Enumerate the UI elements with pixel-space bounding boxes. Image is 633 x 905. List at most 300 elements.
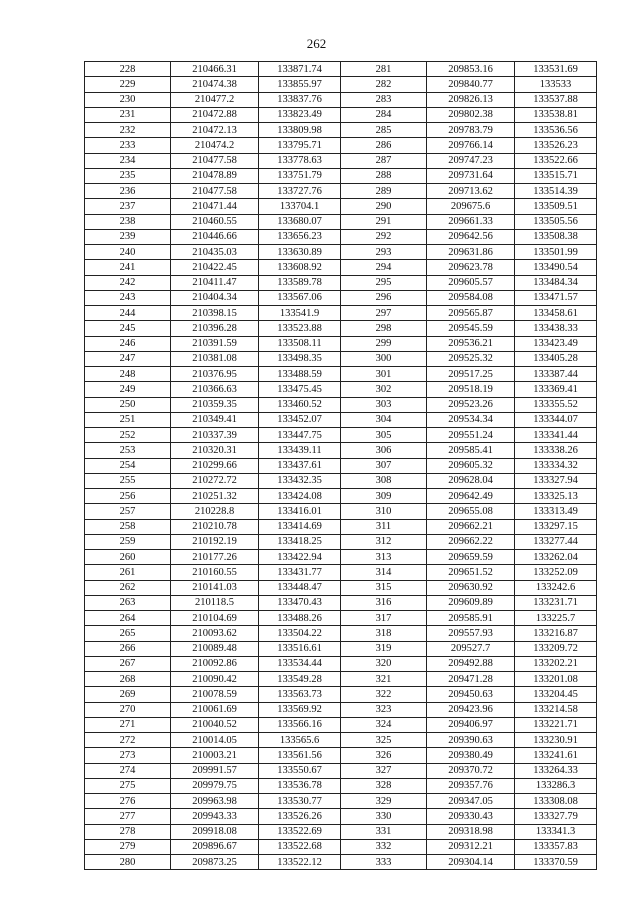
table-row	[85, 62, 597, 77]
right-x-coordinate: 209609.89	[427, 595, 515, 610]
table-row	[85, 595, 597, 610]
right-point-number: 315	[341, 580, 427, 595]
left-point-number: 262	[85, 580, 171, 595]
table-row	[85, 748, 597, 763]
left-x-coordinate: 209896.67	[171, 839, 259, 854]
left-x-coordinate: 209979.75	[171, 778, 259, 793]
table-row	[85, 153, 597, 168]
table-row	[85, 428, 597, 443]
left-y-coordinate: 133569.92	[259, 702, 341, 717]
left-point-number: 278	[85, 824, 171, 839]
right-point-number: 326	[341, 748, 427, 763]
left-y-coordinate: 133452.07	[259, 412, 341, 427]
right-point-number: 308	[341, 473, 427, 488]
right-y-coordinate: 133252.09	[515, 565, 597, 580]
right-y-coordinate: 133286.3	[515, 778, 597, 793]
right-point-number: 320	[341, 656, 427, 671]
left-y-coordinate: 133680.07	[259, 214, 341, 229]
left-x-coordinate: 210251.32	[171, 489, 259, 504]
left-y-coordinate: 133541.9	[259, 306, 341, 321]
left-x-coordinate: 210477.2	[171, 92, 259, 107]
right-point-number: 327	[341, 763, 427, 778]
right-y-coordinate: 133357.83	[515, 839, 597, 854]
left-y-coordinate: 133439.11	[259, 443, 341, 458]
right-x-coordinate: 209623.78	[427, 260, 515, 275]
right-point-number: 284	[341, 107, 427, 122]
right-x-coordinate: 209534.34	[427, 412, 515, 427]
left-y-coordinate: 133422.94	[259, 550, 341, 565]
table-row	[85, 382, 597, 397]
left-x-coordinate: 210040.52	[171, 717, 259, 732]
table-row	[85, 717, 597, 732]
right-y-coordinate: 133297.15	[515, 519, 597, 534]
table-row	[85, 794, 597, 809]
right-point-number: 324	[341, 717, 427, 732]
right-point-number: 331	[341, 824, 427, 839]
left-y-coordinate: 133608.92	[259, 260, 341, 275]
left-y-coordinate: 133447.75	[259, 428, 341, 443]
left-x-coordinate: 210337.39	[171, 428, 259, 443]
left-point-number: 253	[85, 443, 171, 458]
left-x-coordinate: 210422.45	[171, 260, 259, 275]
left-point-number: 258	[85, 519, 171, 534]
table-row	[85, 626, 597, 641]
right-x-coordinate: 209318.98	[427, 824, 515, 839]
right-point-number: 312	[341, 534, 427, 549]
table-row	[85, 306, 597, 321]
right-point-number: 330	[341, 809, 427, 824]
left-x-coordinate: 210477.58	[171, 153, 259, 168]
left-point-number: 277	[85, 809, 171, 824]
table-row	[85, 290, 597, 305]
left-x-coordinate: 210359.35	[171, 397, 259, 412]
right-y-coordinate: 133308.08	[515, 794, 597, 809]
right-point-number: 321	[341, 672, 427, 687]
left-point-number: 273	[85, 748, 171, 763]
right-point-number: 291	[341, 214, 427, 229]
table-row	[85, 229, 597, 244]
table-row	[85, 672, 597, 687]
right-x-coordinate: 209518.19	[427, 382, 515, 397]
left-point-number: 263	[85, 595, 171, 610]
table-row	[85, 763, 597, 778]
left-point-number: 264	[85, 611, 171, 626]
right-point-number: 304	[341, 412, 427, 427]
right-x-coordinate: 209551.24	[427, 428, 515, 443]
left-y-coordinate: 133871.74	[259, 62, 341, 77]
right-point-number: 292	[341, 229, 427, 244]
left-y-coordinate: 133424.08	[259, 489, 341, 504]
right-x-coordinate: 209527.7	[427, 641, 515, 656]
right-point-number: 299	[341, 336, 427, 351]
right-y-coordinate: 133221.71	[515, 717, 597, 732]
left-point-number: 269	[85, 687, 171, 702]
table-row	[85, 367, 597, 382]
right-point-number: 318	[341, 626, 427, 641]
right-x-coordinate: 209523.26	[427, 397, 515, 412]
table-row	[85, 412, 597, 427]
right-point-number: 297	[341, 306, 427, 321]
right-x-coordinate: 209423.96	[427, 702, 515, 717]
left-point-number: 246	[85, 336, 171, 351]
left-point-number: 257	[85, 504, 171, 519]
right-x-coordinate: 209525.32	[427, 351, 515, 366]
right-point-number: 287	[341, 153, 427, 168]
left-y-coordinate: 133536.78	[259, 778, 341, 793]
left-point-number: 254	[85, 458, 171, 473]
right-point-number: 294	[341, 260, 427, 275]
coordinate-table	[84, 61, 597, 870]
right-point-number: 309	[341, 489, 427, 504]
right-y-coordinate: 133531.69	[515, 62, 597, 77]
right-x-coordinate: 209585.91	[427, 611, 515, 626]
right-x-coordinate: 209557.93	[427, 626, 515, 641]
left-point-number: 235	[85, 168, 171, 183]
left-x-coordinate: 210177.26	[171, 550, 259, 565]
left-y-coordinate: 133526.26	[259, 809, 341, 824]
left-point-number: 238	[85, 214, 171, 229]
left-x-coordinate: 210320.31	[171, 443, 259, 458]
right-x-coordinate: 209731.64	[427, 168, 515, 183]
right-point-number: 316	[341, 595, 427, 610]
left-point-number: 251	[85, 412, 171, 427]
right-y-coordinate: 133338.26	[515, 443, 597, 458]
left-x-coordinate: 210349.41	[171, 412, 259, 427]
right-point-number: 282	[341, 77, 427, 92]
left-point-number: 265	[85, 626, 171, 641]
left-y-coordinate: 133823.49	[259, 107, 341, 122]
left-x-coordinate: 210092.86	[171, 656, 259, 671]
right-point-number: 306	[341, 443, 427, 458]
right-x-coordinate: 209370.72	[427, 763, 515, 778]
left-y-coordinate: 133470.43	[259, 595, 341, 610]
left-x-coordinate: 210477.58	[171, 184, 259, 199]
left-x-coordinate: 210460.55	[171, 214, 259, 229]
right-x-coordinate: 209450.63	[427, 687, 515, 702]
left-y-coordinate: 133488.59	[259, 367, 341, 382]
right-point-number: 289	[341, 184, 427, 199]
right-y-coordinate: 133216.87	[515, 626, 597, 641]
right-x-coordinate: 209802.38	[427, 107, 515, 122]
left-y-coordinate: 133416.01	[259, 504, 341, 519]
right-x-coordinate: 209357.76	[427, 778, 515, 793]
right-y-coordinate: 133405.28	[515, 351, 597, 366]
right-x-coordinate: 209651.52	[427, 565, 515, 580]
right-point-number: 296	[341, 290, 427, 305]
right-x-coordinate: 209840.77	[427, 77, 515, 92]
right-y-coordinate: 133242.6	[515, 580, 597, 595]
left-y-coordinate: 133488.26	[259, 611, 341, 626]
table-row	[85, 504, 597, 519]
left-x-coordinate: 210471.44	[171, 199, 259, 214]
left-x-coordinate: 209873.25	[171, 855, 259, 870]
right-y-coordinate: 133533	[515, 77, 597, 92]
left-x-coordinate: 210003.21	[171, 748, 259, 763]
right-y-coordinate: 133327.94	[515, 473, 597, 488]
left-x-coordinate: 210090.42	[171, 672, 259, 687]
right-x-coordinate: 209783.79	[427, 123, 515, 138]
left-point-number: 232	[85, 123, 171, 138]
left-point-number: 241	[85, 260, 171, 275]
right-x-coordinate: 209853.16	[427, 62, 515, 77]
left-point-number: 261	[85, 565, 171, 580]
right-y-coordinate: 133334.32	[515, 458, 597, 473]
right-y-coordinate: 133509.51	[515, 199, 597, 214]
left-y-coordinate: 133589.78	[259, 275, 341, 290]
left-y-coordinate: 133561.56	[259, 748, 341, 763]
left-point-number: 236	[85, 184, 171, 199]
left-point-number: 260	[85, 550, 171, 565]
right-x-coordinate: 209662.22	[427, 534, 515, 549]
left-y-coordinate: 133432.35	[259, 473, 341, 488]
left-point-number: 248	[85, 367, 171, 382]
left-point-number: 234	[85, 153, 171, 168]
right-point-number: 288	[341, 168, 427, 183]
left-x-coordinate: 210472.13	[171, 123, 259, 138]
left-point-number: 259	[85, 534, 171, 549]
left-y-coordinate: 133460.52	[259, 397, 341, 412]
table-row	[85, 687, 597, 702]
right-point-number: 300	[341, 351, 427, 366]
right-point-number: 290	[341, 199, 427, 214]
left-point-number: 243	[85, 290, 171, 305]
right-y-coordinate: 133264.33	[515, 763, 597, 778]
left-point-number: 256	[85, 489, 171, 504]
left-y-coordinate: 133522.68	[259, 839, 341, 854]
right-point-number: 311	[341, 519, 427, 534]
right-y-coordinate: 133231.71	[515, 595, 597, 610]
left-point-number: 272	[85, 733, 171, 748]
right-y-coordinate: 133202.21	[515, 656, 597, 671]
right-y-coordinate: 133204.45	[515, 687, 597, 702]
left-x-coordinate: 210474.2	[171, 138, 259, 153]
table-row	[85, 123, 597, 138]
table-row	[85, 565, 597, 580]
right-point-number: 295	[341, 275, 427, 290]
table-row	[85, 855, 597, 870]
right-y-coordinate: 133341.3	[515, 824, 597, 839]
left-y-coordinate: 133508.11	[259, 336, 341, 351]
right-x-coordinate: 209662.21	[427, 519, 515, 534]
right-y-coordinate: 133325.13	[515, 489, 597, 504]
left-point-number: 255	[85, 473, 171, 488]
left-point-number: 252	[85, 428, 171, 443]
left-y-coordinate: 133656.23	[259, 229, 341, 244]
right-y-coordinate: 133277.44	[515, 534, 597, 549]
left-y-coordinate: 133751.79	[259, 168, 341, 183]
left-point-number: 249	[85, 382, 171, 397]
right-x-coordinate: 209713.62	[427, 184, 515, 199]
left-point-number: 230	[85, 92, 171, 107]
left-x-coordinate: 210104.69	[171, 611, 259, 626]
left-y-coordinate: 133630.89	[259, 245, 341, 260]
right-x-coordinate: 209380.49	[427, 748, 515, 763]
right-point-number: 314	[341, 565, 427, 580]
table-row	[85, 611, 597, 626]
right-y-coordinate: 133214.58	[515, 702, 597, 717]
right-point-number: 313	[341, 550, 427, 565]
left-x-coordinate: 210435.03	[171, 245, 259, 260]
right-point-number: 328	[341, 778, 427, 793]
left-point-number: 275	[85, 778, 171, 793]
right-point-number: 322	[341, 687, 427, 702]
right-y-coordinate: 133458.61	[515, 306, 597, 321]
left-y-coordinate: 133778.63	[259, 153, 341, 168]
right-x-coordinate: 209565.87	[427, 306, 515, 321]
left-point-number: 244	[85, 306, 171, 321]
right-y-coordinate: 133526.23	[515, 138, 597, 153]
right-x-coordinate: 209605.57	[427, 275, 515, 290]
left-x-coordinate: 210446.66	[171, 229, 259, 244]
right-x-coordinate: 209304.14	[427, 855, 515, 870]
left-x-coordinate: 210210.78	[171, 519, 259, 534]
right-point-number: 303	[341, 397, 427, 412]
right-point-number: 281	[341, 62, 427, 77]
left-x-coordinate: 210228.8	[171, 504, 259, 519]
right-y-coordinate: 133313.49	[515, 504, 597, 519]
left-x-coordinate: 210118.5	[171, 595, 259, 610]
left-x-coordinate: 210398.15	[171, 306, 259, 321]
left-x-coordinate: 210192.19	[171, 534, 259, 549]
left-x-coordinate: 210391.59	[171, 336, 259, 351]
left-x-coordinate: 209991.57	[171, 763, 259, 778]
left-point-number: 239	[85, 229, 171, 244]
left-x-coordinate: 210093.62	[171, 626, 259, 641]
left-point-number: 276	[85, 794, 171, 809]
left-y-coordinate: 133566.16	[259, 717, 341, 732]
right-point-number: 286	[341, 138, 427, 153]
right-point-number: 317	[341, 611, 427, 626]
left-x-coordinate: 210272.72	[171, 473, 259, 488]
right-x-coordinate: 209471.28	[427, 672, 515, 687]
left-y-coordinate: 133522.69	[259, 824, 341, 839]
left-x-coordinate: 210141.03	[171, 580, 259, 595]
left-y-coordinate: 133448.47	[259, 580, 341, 595]
left-x-coordinate: 210078.59	[171, 687, 259, 702]
right-point-number: 302	[341, 382, 427, 397]
right-x-coordinate: 209630.92	[427, 580, 515, 595]
page-number: 262	[306, 36, 327, 51]
left-y-coordinate: 133563.73	[259, 687, 341, 702]
left-point-number: 267	[85, 656, 171, 671]
table-row	[85, 168, 597, 183]
left-y-coordinate: 133550.67	[259, 763, 341, 778]
left-y-coordinate: 133530.77	[259, 794, 341, 809]
right-point-number: 301	[341, 367, 427, 382]
right-point-number: 329	[341, 794, 427, 809]
left-y-coordinate: 133809.98	[259, 123, 341, 138]
left-point-number: 279	[85, 839, 171, 854]
right-y-coordinate: 133438.33	[515, 321, 597, 336]
right-x-coordinate: 209675.6	[427, 199, 515, 214]
right-x-coordinate: 209605.32	[427, 458, 515, 473]
right-y-coordinate: 133536.56	[515, 123, 597, 138]
right-y-coordinate: 133514.39	[515, 184, 597, 199]
table-row	[85, 92, 597, 107]
left-y-coordinate: 133523.88	[259, 321, 341, 336]
table-row	[85, 839, 597, 854]
right-x-coordinate: 209642.56	[427, 229, 515, 244]
left-point-number: 231	[85, 107, 171, 122]
table-row	[85, 275, 597, 290]
table-row	[85, 824, 597, 839]
left-y-coordinate: 133549.28	[259, 672, 341, 687]
table-row	[85, 809, 597, 824]
table-row	[85, 336, 597, 351]
left-x-coordinate: 210478.89	[171, 168, 259, 183]
right-x-coordinate: 209826.13	[427, 92, 515, 107]
left-point-number: 228	[85, 62, 171, 77]
right-x-coordinate: 209655.08	[427, 504, 515, 519]
table-row	[85, 656, 597, 671]
right-point-number: 325	[341, 733, 427, 748]
left-y-coordinate: 133475.45	[259, 382, 341, 397]
right-point-number: 305	[341, 428, 427, 443]
left-x-coordinate: 209943.33	[171, 809, 259, 824]
right-x-coordinate: 209642.49	[427, 489, 515, 504]
left-x-coordinate: 210381.08	[171, 351, 259, 366]
right-y-coordinate: 133484.34	[515, 275, 597, 290]
right-y-coordinate: 133522.66	[515, 153, 597, 168]
right-y-coordinate: 133538.81	[515, 107, 597, 122]
left-y-coordinate: 133522.12	[259, 855, 341, 870]
left-x-coordinate: 210089.48	[171, 641, 259, 656]
right-y-coordinate: 133387.44	[515, 367, 597, 382]
left-x-coordinate: 210404.34	[171, 290, 259, 305]
left-y-coordinate: 133795.71	[259, 138, 341, 153]
right-x-coordinate: 209766.14	[427, 138, 515, 153]
right-y-coordinate: 133370.59	[515, 855, 597, 870]
right-point-number: 332	[341, 839, 427, 854]
right-y-coordinate: 133341.44	[515, 428, 597, 443]
left-point-number: 268	[85, 672, 171, 687]
right-y-coordinate: 133230.91	[515, 733, 597, 748]
table-row	[85, 260, 597, 275]
right-y-coordinate: 133225.7	[515, 611, 597, 626]
right-point-number: 285	[341, 123, 427, 138]
left-y-coordinate: 133704.1	[259, 199, 341, 214]
left-point-number: 266	[85, 641, 171, 656]
table-row	[85, 199, 597, 214]
left-y-coordinate: 133498.35	[259, 351, 341, 366]
left-point-number: 237	[85, 199, 171, 214]
right-point-number: 323	[341, 702, 427, 717]
left-x-coordinate: 210472.88	[171, 107, 259, 122]
right-y-coordinate: 133490.54	[515, 260, 597, 275]
left-x-coordinate: 210376.95	[171, 367, 259, 382]
right-x-coordinate: 209312.21	[427, 839, 515, 854]
left-point-number: 245	[85, 321, 171, 336]
left-point-number: 280	[85, 855, 171, 870]
right-x-coordinate: 209536.21	[427, 336, 515, 351]
right-x-coordinate: 209330.43	[427, 809, 515, 824]
table-row	[85, 245, 597, 260]
right-x-coordinate: 209659.59	[427, 550, 515, 565]
table-row	[85, 580, 597, 595]
right-x-coordinate: 209661.33	[427, 214, 515, 229]
table-row	[85, 351, 597, 366]
left-x-coordinate: 210061.69	[171, 702, 259, 717]
right-y-coordinate: 133201.08	[515, 672, 597, 687]
left-point-number: 271	[85, 717, 171, 732]
right-y-coordinate: 133508.38	[515, 229, 597, 244]
left-y-coordinate: 133504.22	[259, 626, 341, 641]
table-row	[85, 489, 597, 504]
left-x-coordinate: 210411.47	[171, 275, 259, 290]
table-row	[85, 702, 597, 717]
right-y-coordinate: 133423.49	[515, 336, 597, 351]
left-x-coordinate: 209918.08	[171, 824, 259, 839]
